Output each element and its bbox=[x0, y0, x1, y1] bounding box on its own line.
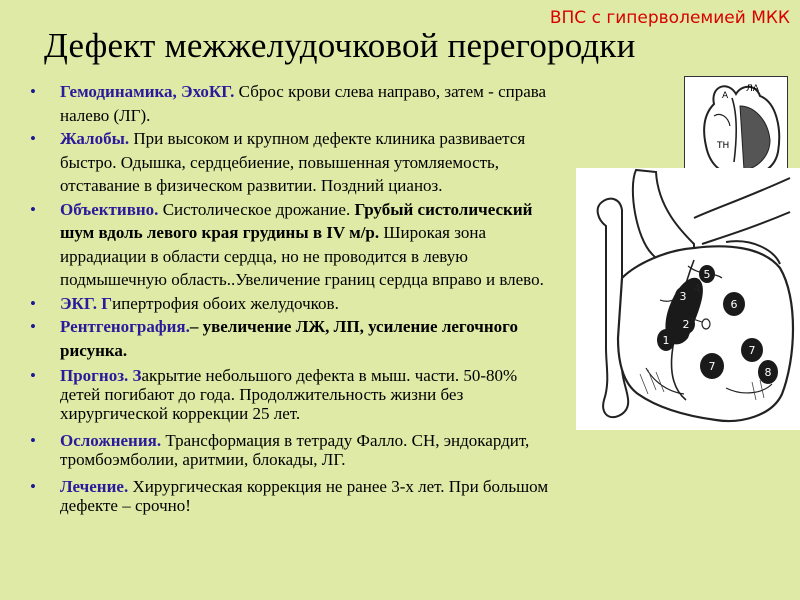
bullet-xray bbox=[30, 315, 550, 362]
inset-label-a: А bbox=[722, 91, 729, 101]
bullet-bold-text: – увеличение ЛЖ, ЛП, усиление легочного рисунка. bbox=[60, 317, 518, 360]
bullet-heading: Лечение. bbox=[60, 477, 129, 496]
heart-inset-figure bbox=[684, 76, 788, 182]
bullet-prognosis bbox=[30, 366, 550, 423]
bullet-treatment bbox=[30, 477, 550, 515]
bullet-text: Широкая зона иррадиации в области сердца, но не проводится в левую подмышечную область..Увеличение границ сердца вправо и влево. bbox=[60, 223, 544, 289]
bullet-list bbox=[30, 80, 550, 515]
bullet-complaints bbox=[30, 127, 550, 198]
bullet-heading: Рентгенография. bbox=[60, 317, 190, 336]
bullet-text: ипертрофия обоих желудочков. bbox=[112, 293, 339, 313]
defect-number-label: 6 bbox=[730, 298, 738, 311]
vsd-heart-diagram bbox=[576, 168, 800, 430]
bullet-ecg bbox=[30, 292, 550, 316]
bullet-text: Систолическое дрожание. bbox=[158, 199, 355, 219]
topic-tag: ВПС с гиперволемией МКК bbox=[549, 8, 790, 28]
defect-number-label: 1 bbox=[662, 334, 670, 347]
bullet-heading: ЭКГ. Г bbox=[60, 293, 113, 313]
bullet-text: Сброс крови слева направо, затем - справа налево (ЛГ). bbox=[60, 82, 547, 125]
defect-number-label: 3 bbox=[679, 290, 687, 303]
bullet-text: Трансформация в тетраду Фалло. СН, эндокардит, тромбоэмболии, аритмии, блокады, ЛГ. bbox=[60, 431, 530, 469]
bullet-heading: Объективно. bbox=[60, 199, 159, 219]
bullet-heading: Гемодинамика, ЭхоКГ. bbox=[60, 82, 235, 101]
defect-number-label: 8 bbox=[764, 366, 772, 379]
bullet-text: Хирургическая коррекция не ранее 3-х лет. При большом дефекте – срочно! bbox=[60, 477, 549, 515]
bullet-text: акрытие небольшого дефекта в мыш. части. 50-80% детей погибают до года. Продолжительность жизни без хирургической коррекции 25 лет. bbox=[60, 366, 518, 423]
bullet-heading: Осложнения. bbox=[60, 431, 162, 450]
inset-label-tn: ТН bbox=[717, 141, 730, 151]
bullet-heading: Прогноз. З bbox=[60, 366, 142, 385]
bullet-objective bbox=[30, 198, 550, 292]
heart-inset-drawing bbox=[684, 76, 788, 182]
defect-number-label: 7 bbox=[708, 360, 716, 373]
bullet-complications bbox=[30, 431, 550, 469]
bullet-bold-text: Грубый систолический шум вдоль левого края грудины в IV м/р. bbox=[60, 199, 533, 242]
bullet-text: При высоком и крупном дефекте клиника развивается быстро. Одышка, сердцебиение, повышенная утомляемость, отставание в физическом развитии. Поздний цианоз. bbox=[60, 129, 526, 195]
slide-title: Дефект межжелудочковой перегородки bbox=[44, 26, 636, 65]
defect-number-label: 5 bbox=[703, 268, 711, 281]
defect-number-label: 7 bbox=[748, 344, 756, 357]
bullet-hemodynamics bbox=[30, 80, 550, 127]
bullet-heading: Жалобы. bbox=[60, 129, 130, 148]
heart-diagram-drawing bbox=[576, 168, 800, 430]
defect-number-label: 4 bbox=[693, 282, 701, 295]
inset-label-la: ЛА bbox=[746, 84, 759, 94]
defect-number-label: 2 bbox=[682, 318, 690, 331]
